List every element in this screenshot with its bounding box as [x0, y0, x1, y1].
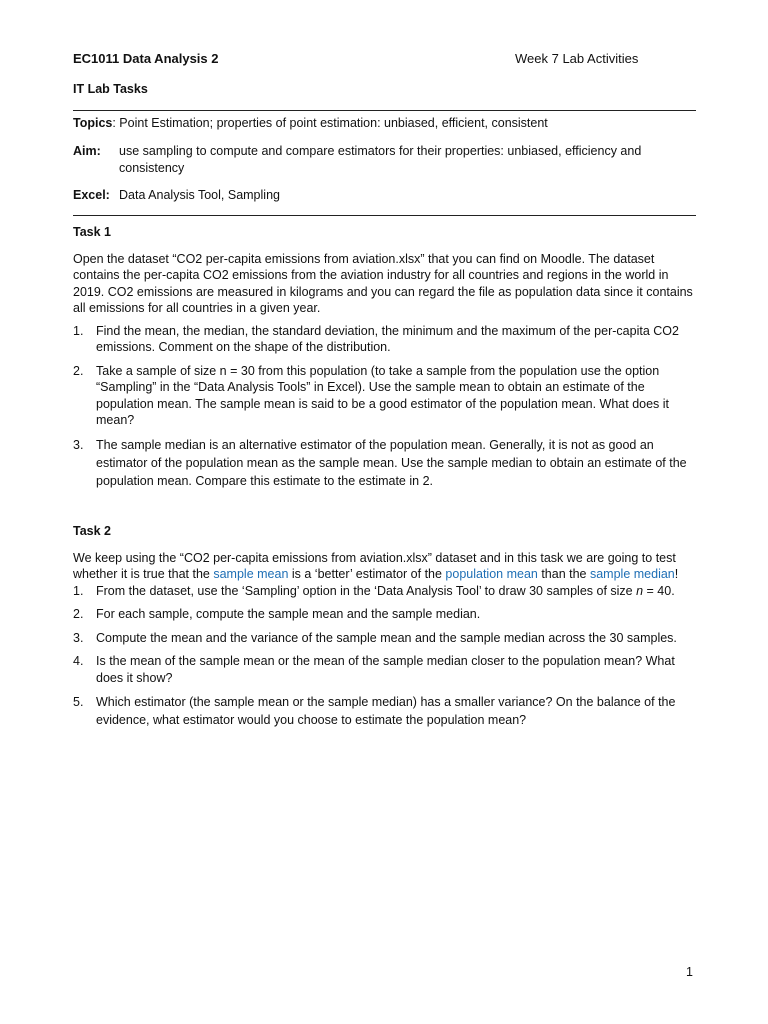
item-text: The sample median is an alternative estimator of the population mean. Generally, it is not as good an estimator of the population mean as the sample mean. Use the sample median to obtain an estimate of the population mean. Compare this estimate to the estimate in 2. — [96, 437, 687, 488]
task-1-title: Task 1 — [73, 225, 111, 239]
list-item — [73, 583, 696, 600]
excel-text: Data Analysis Tool, Sampling — [119, 188, 280, 202]
list-item — [73, 606, 696, 623]
aim-line — [73, 143, 696, 176]
item-text: For each sample, compute the sample mean and the sample median. — [96, 607, 481, 621]
item-text: Find the mean, the median, the standard deviation, the minimum and the maximum of the per-capita CO2 emissions. Comment on the shape of the distribution. — [96, 323, 679, 354]
item-text: Compute the mean and the variance of the sample mean and the sample median across the 30 samples. — [96, 630, 677, 645]
list-item — [73, 653, 696, 686]
item-text-italic: n — [636, 583, 644, 598]
divider-bottom — [73, 215, 696, 216]
task-2-title: Task 2 — [73, 524, 111, 538]
excel-label: Excel — [73, 188, 106, 202]
task-2-intro — [73, 550, 696, 583]
task-1-section — [73, 224, 696, 497]
intro-text: than the — [537, 567, 590, 581]
excel-line — [73, 187, 696, 204]
population-mean-link[interactable]: population mean — [445, 567, 538, 581]
item-number: 2. — [73, 607, 84, 621]
item-number: 1. — [73, 323, 84, 338]
list-item — [73, 693, 696, 729]
course-title: EC1011 Data Analysis 2 — [73, 51, 219, 66]
week-title: Week 7 Lab Activities — [515, 51, 639, 66]
list-item — [73, 363, 696, 429]
item-text: From the dataset, use the ‘Sampling’ option in the ‘Data Analysis Tool’ to draw 30 samples of size — [96, 583, 637, 598]
task-1-list — [73, 323, 696, 490]
item-text: Which estimator (the sample mean or the sample median) has a smaller variance? On the balance of the evidence, what estimator would you choose to estimate the population mean? — [96, 695, 676, 727]
list-item — [73, 323, 696, 356]
page-number: 1 — [686, 965, 693, 979]
item-text: Is the mean of the sample mean or the mean of the sample median closer to the population mean? What does it show? — [96, 654, 675, 685]
item-number: 4. — [73, 654, 84, 668]
item-number: 5. — [73, 695, 84, 709]
topics-label: Topics — [73, 116, 113, 130]
topics-line — [73, 115, 696, 132]
subtitle: IT Lab Tasks — [73, 82, 148, 96]
divider-top — [73, 110, 696, 111]
intro-text: ! — [674, 567, 679, 581]
page-header — [73, 51, 696, 71]
task-2-list — [73, 583, 696, 730]
excel-colon: : — [105, 188, 110, 202]
sample-median-link[interactable]: sample median — [589, 567, 675, 581]
list-item — [73, 630, 696, 647]
topics-text: : Point Estimation; properties of point estimation: unbiased, efficient, consistent — [112, 116, 548, 130]
task-1-intro: Open the dataset “CO2 per-capita emissions from aviation.xlsx” that you can find on Moodle. The dataset contains the per-capita CO2 emissions from the aviation industry for all countries and regions in the world in 2019. CO2 emissions are measured in kilograms and you can regard the file as population data since it contains all emissions for all countries in a given year. — [73, 251, 693, 315]
list-item — [73, 436, 696, 490]
item-text: = 40. — [643, 583, 675, 598]
item-text: Take a sample of size n = 30 from this population (to take a sample from the population use the option “Sampling” in the “Data Analysis Tools” in Excel). Use the sample mean to obtain an estimate of the population mean. The sample mean is said to be a good estimator of the population mean. What does it mean? — [96, 363, 670, 427]
intro-text: We keep using the “CO2 per-capita emissions from aviation.xlsx” dataset and in this task we are going to test whether it is true that the — [73, 550, 676, 581]
item-number: 1. — [73, 583, 84, 598]
aim-text: use sampling to compute and compare estimators for their properties: unbiased, efficiency and consistency — [119, 144, 642, 175]
sample-mean-link[interactable]: sample mean — [213, 567, 289, 581]
intro-text: is a ‘better’ estimator of the — [288, 567, 446, 581]
aim-label: Aim: — [73, 144, 101, 158]
item-number: 3. — [73, 630, 84, 645]
item-number: 3. — [73, 437, 84, 452]
item-number: 2. — [73, 363, 84, 378]
task-2-section — [73, 523, 696, 736]
